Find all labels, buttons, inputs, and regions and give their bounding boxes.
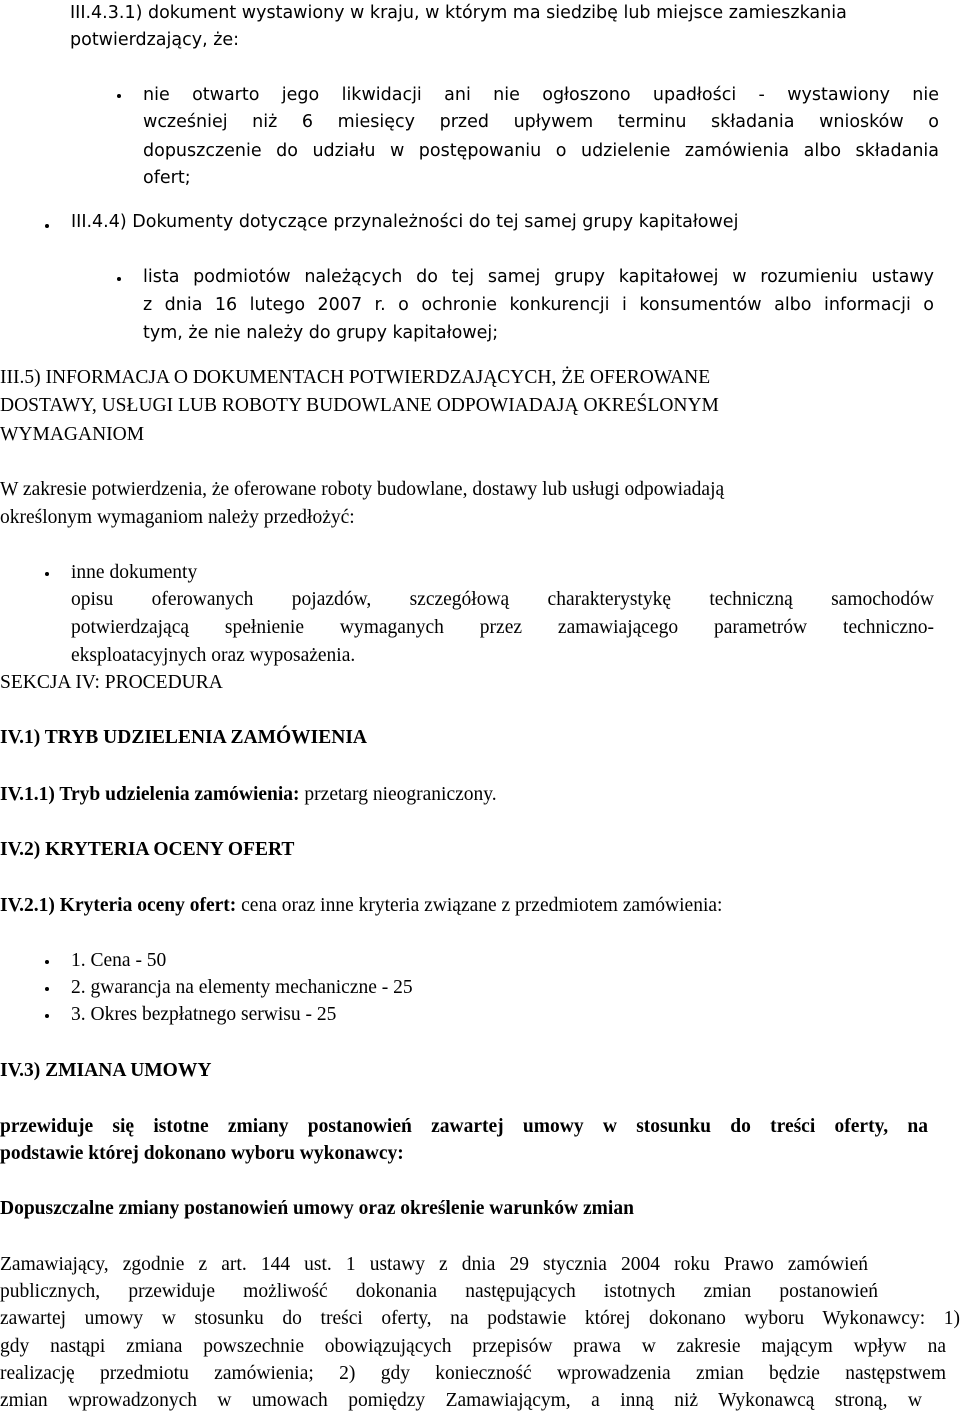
paragraph-line: realizację przedmiotu zamówienia; 2) gdy konieczność wprowadzenia zmian będzie następstwem [0,1363,946,1384]
list-item-line: ofert; [143,168,191,188]
changes-line: podstawie której dokonano wyboru wykonawcy: [0,1143,404,1164]
intro-line: określonym wymaganiom należy przedłożyć: [0,507,355,528]
list-item-line: z dnia 16 lutego 2007 r. o ochronie konkurencji i konsumentów albo informacji o [143,295,934,315]
iv-1-1-row [0,785,497,805]
heading-iv-3: IV.3) ZMIANA UMOWY [0,1060,212,1081]
paragraph-line: zawartej umowy w stosunku do treści oferty, na podstawie której dokonano wyboru Wykonawcy: 1) [0,1308,960,1329]
bullet-icon [45,224,49,228]
iv-2-1-row [0,896,722,916]
heading-iii-5-line2: DOSTAWY, USŁUGI LUB ROBOTY BUDOWLANE ODPOWIADAJĄ OKREŚLONYM [0,395,719,416]
paragraph-line: gdy nastąpi zmiana powszechnie obowiązujących przepisów prawa w zakresie mającym wpływ na [0,1336,946,1357]
bullet-icon [117,94,121,98]
heading-iv-2: IV.2) KRYTERIA OCENY OFERT [0,839,295,860]
bullet-icon [45,960,49,964]
section-iv-heading: SEKCJA IV: PROCEDURA [0,672,223,693]
criteria-item: 2. gwarancja na elementy mechaniczne - 25 [71,977,413,998]
paragraph-line: zmian wprowadzonych w umowach pomiędzy Zamawiającym, a inną niż Wykonawcą stroną, w [0,1390,922,1411]
heading-iii-4-3-1-line1: III.4.3.1) dokument wystawiony w kraju, w którym ma siedzibę lub miejsce zamieszkania [70,3,847,23]
list-item-line: dopuszczenie do udziału w postępowaniu o udzielenie zamówienia albo składania [143,141,939,161]
criteria-item: 1. Cena - 50 [71,950,167,971]
heading-iii-5-line3: WYMAGANIOM [0,424,145,445]
paragraph-line: publicznych, przewiduje możliwość dokonania następujących istotnych zmian postanowień [0,1281,878,1302]
list-item-line: nie otwarto jego likwidacji ani nie ogłoszono upadłości - wystawiony nie [143,85,939,105]
paragraph-line: Zamawiający, zgodnie z art. 144 ust. 1 ustawy z dnia 29 stycznia 2004 roku Prawo zamówień [0,1254,868,1275]
iv-1-1-label: IV.1.1) Tryb udzielenia zamówienia: [0,784,300,805]
list-item-line: wcześniej niż 6 miesięcy przed upływem terminu składania wniosków o [143,112,939,132]
list-item-title: inne dokumenty [71,562,198,583]
bullet-icon [117,277,121,281]
criteria-item: 3. Okres bezpłatnego serwisu - 25 [71,1004,337,1025]
bullet-icon [45,1014,49,1018]
heading-iii-4-3-1-line2: potwierdzający, że: [70,30,240,50]
iv-1-1-value: przetarg nieograniczony. [299,784,497,805]
iv-2-1-value: cena oraz inne kryteria związane z przedmiotem zamówienia: [236,895,723,916]
bullet-icon [45,987,49,991]
list-item-line: lista podmiotów należących do tej samej grupy kapitałowej w rozumieniu ustawy [143,267,934,287]
list-item-line: eksploatacyjnych oraz wyposażenia. [71,645,356,666]
bullet-icon [45,572,49,576]
heading-iv-1: IV.1) TRYB UDZIELENIA ZAMÓWIENIA [0,727,368,748]
list-item-line: opisu oferowanych pojazdów, szczegółową charakterystykę techniczną samochodów [71,589,934,610]
changes-line: przewiduje się istotne zmiany postanowień zawartej umowy w stosunku do treści oferty, na [0,1116,928,1137]
heading-iii-5-line1: III.5) INFORMACJA O DOKUMENTACH POTWIERDZAJĄCYCH, ŻE OFEROWANE [0,367,711,388]
allowed-changes-heading: Dopuszczalne zmiany postanowień umowy oraz określenie warunków zmian [0,1198,634,1219]
list-item-line: tym, że nie należy do grupy kapitałowej; [143,323,499,343]
intro-line: W zakresie potwierdzenia, że oferowane roboty budowlane, dostawy lub usługi odpowiadają [0,479,725,500]
list-item-line: potwierdzającą spełnienie wymaganych przez zamawiającego parametrów techniczno- [71,617,934,638]
iv-2-1-label: IV.2.1) Kryteria oceny ofert: [0,895,237,916]
heading-iii-4-4: III.4.4) Dokumenty dotyczące przynależności do tej samej grupy kapitałowej [71,212,739,232]
